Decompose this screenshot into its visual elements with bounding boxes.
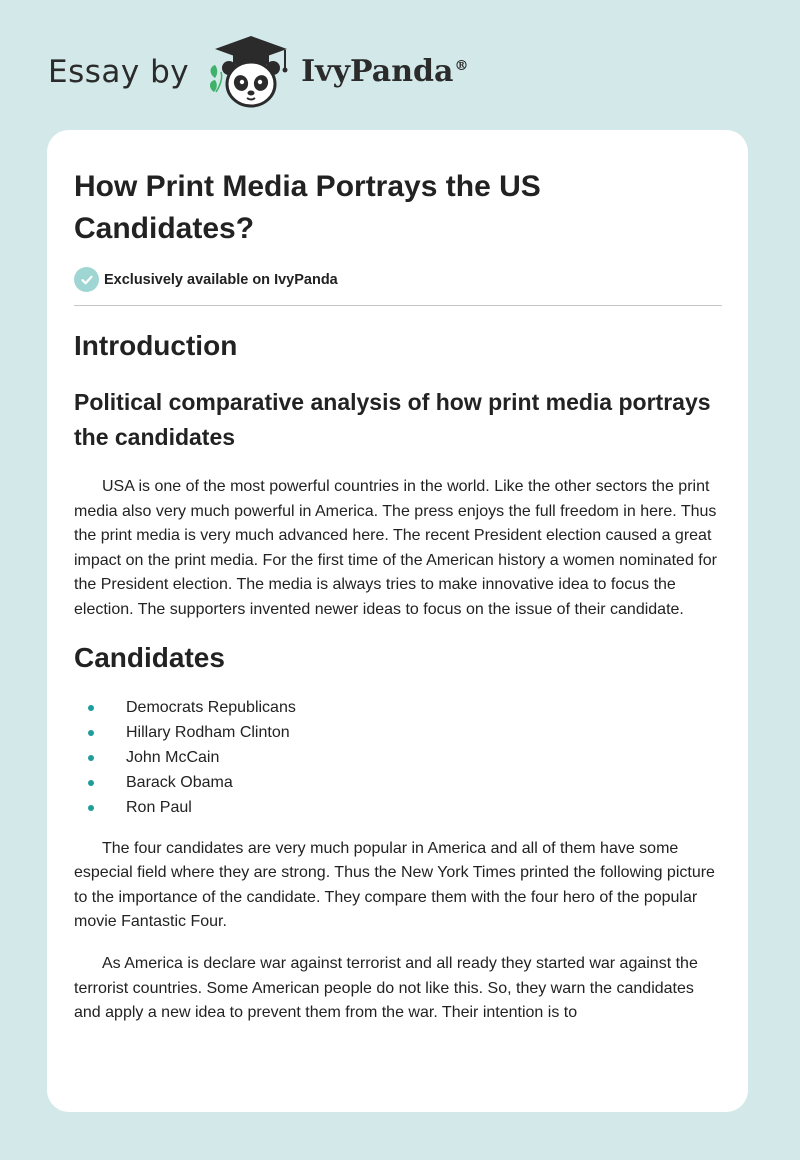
- registered-mark: ®: [454, 58, 469, 74]
- list-item: Democrats Republicans: [74, 695, 722, 720]
- brand-header[interactable]: [48, 34, 468, 110]
- brand-name-text: IvyPanda: [301, 54, 454, 89]
- article-card: [47, 130, 748, 1112]
- exclusive-badge: [74, 267, 722, 306]
- section-heading-introduction: Introduction: [74, 330, 238, 361]
- section-heading-candidates: Candidates: [74, 641, 225, 673]
- body-paragraph: The four candidates are very much popular in America and all of them have some especial field where they are strong. Thus the New York Times printed the following picture to the importance of the candidate. They compare them with the four hero of the popular movie Fantastic Four.: [74, 839, 715, 931]
- list-item: Barack Obama: [74, 770, 722, 795]
- list-item: John McCain: [74, 745, 722, 770]
- list-item: Ron Paul: [74, 795, 722, 820]
- check-icon: [74, 267, 99, 292]
- brand-prefix: Essay by: [48, 53, 190, 90]
- exclusive-label: Exclusively available on IvyPanda: [104, 271, 338, 288]
- section-subheading: Political comparative analysis of how print media portrays the candidates: [74, 389, 711, 450]
- intro-paragraph: USA is one of the most powerful countries in the world. Like the other sectors the print media also very much powerful in America. The press enjoys the full freedom in here. Thus the print media is very much advanced here. The recent President election caused a great impact on the print media. For the first time of the American history a women nominated for the President election. The media is always tries to make innovative idea to focus the election. The supporters invented newer ideas to focus on the issue of their candidate.: [74, 478, 717, 618]
- brand-name: [301, 54, 469, 89]
- article-title: How Print Media Portrays the US Candidates?: [74, 170, 541, 245]
- candidates-list: [74, 695, 722, 820]
- panda-graduate-icon: [205, 34, 297, 110]
- list-item: Hillary Rodham Clinton: [74, 720, 722, 745]
- body-paragraph: As America is declare war against terrorist and all ready they started war against the terrorist countries. Some American people do not like this. So, they warn the candidates and apply a new idea to prevent them from the war. Their intention is to: [74, 954, 698, 1022]
